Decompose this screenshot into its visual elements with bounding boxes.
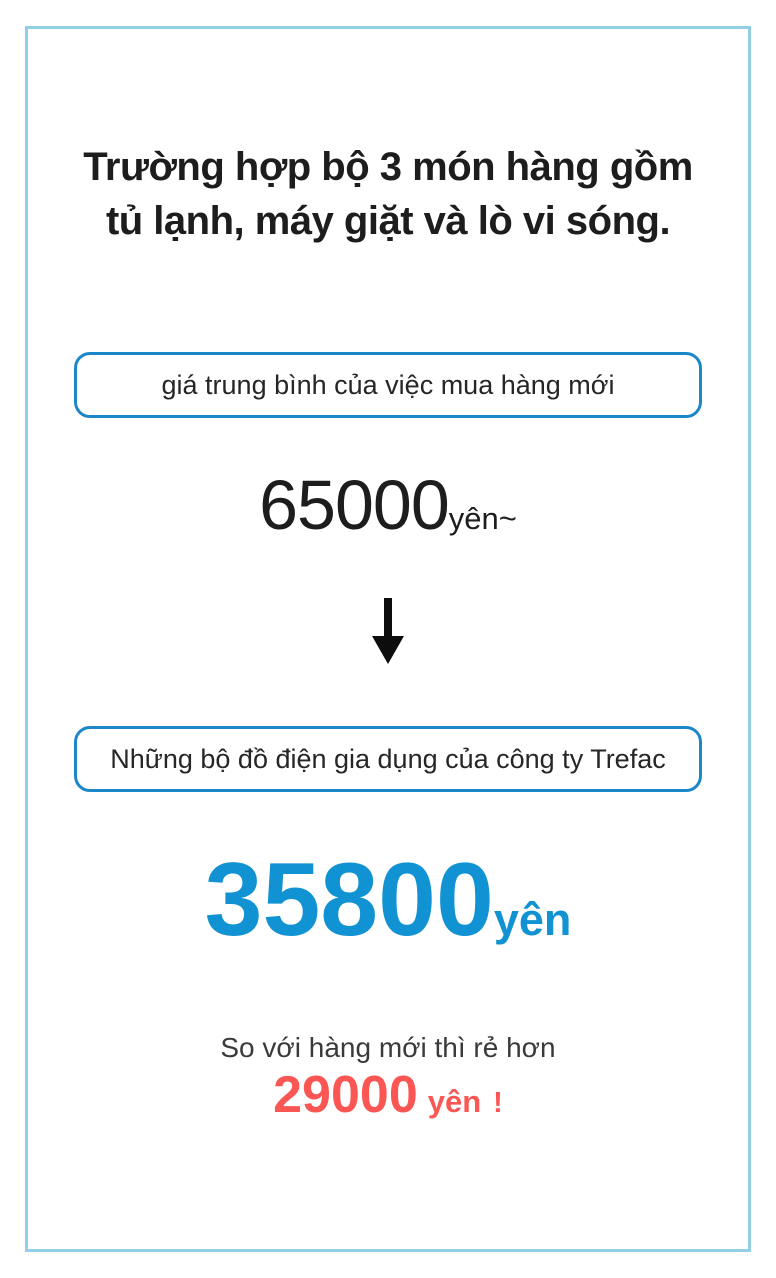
after-label: Những bộ đồ điện gia dụng của công ty Trefac: [110, 743, 666, 774]
before-unit: yên~: [448, 501, 517, 536]
after-unit: yên: [493, 894, 572, 945]
down-arrow-icon: [370, 598, 406, 664]
arrow-container: [0, 598, 776, 664]
savings-amount: 29000: [273, 1066, 418, 1124]
title-line-1: Trường hợp bộ 3 món hàng gồm: [83, 145, 693, 189]
page-title: [0, 140, 776, 248]
savings-exclamation: !: [493, 1087, 503, 1119]
before-label: giá trung bình của việc mua hàng mới: [161, 369, 615, 400]
after-price: [0, 842, 776, 975]
before-amount: 65000: [259, 466, 449, 544]
title-line-2: tủ lạnh, máy giặt và lò vi sóng.: [105, 199, 671, 243]
after-label-box: [74, 726, 702, 792]
savings-amount-line: [0, 1068, 776, 1130]
before-price: [0, 466, 776, 558]
savings-caption: So với hàng mới thì rẻ hơn: [220, 1032, 556, 1063]
after-amount: 35800: [204, 842, 494, 958]
before-label-box: [74, 352, 702, 418]
savings-unit: yên: [427, 1084, 482, 1119]
